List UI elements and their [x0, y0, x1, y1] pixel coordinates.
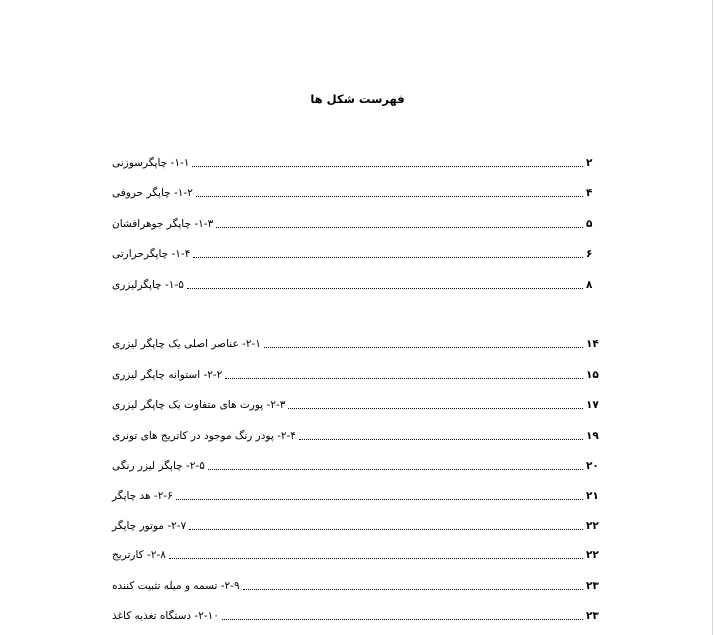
toc-dot-leader — [193, 257, 583, 258]
toc-dot-leader — [192, 166, 583, 167]
toc-entry-page: ۲۳ — [586, 610, 599, 622]
toc-entry-page: ۲۲ — [586, 520, 599, 532]
toc-entry-label: ۲-۹- تسمه و میله تثبیت کننده — [112, 580, 240, 592]
toc-entry — [110, 396, 600, 412]
toc-entry — [110, 457, 600, 473]
toc-entry-page: ۱۵ — [586, 369, 599, 381]
toc-entry-page: ۵ — [586, 218, 593, 230]
toc-entry — [110, 427, 600, 443]
toc-entry-label: ۲-۵- چاپگر لیزر رنگی — [112, 460, 205, 472]
toc-entry — [110, 366, 600, 382]
toc-dot-leader — [288, 408, 583, 409]
toc-entry — [110, 517, 600, 533]
toc-dot-leader — [216, 227, 583, 228]
toc-entry — [110, 335, 600, 351]
toc-entry — [110, 607, 600, 623]
toc-entry-page: ۲۳ — [586, 580, 599, 592]
toc-dot-leader — [169, 558, 583, 559]
toc-entry — [110, 546, 600, 562]
toc-dot-leader — [176, 499, 583, 500]
toc-entry-label: ۱-۳- چاپگر جوهرافشان — [112, 218, 214, 230]
toc-entry-page: ۲ — [586, 157, 593, 169]
toc-entry — [110, 215, 600, 231]
toc-entry-page: ۱۴ — [586, 338, 599, 350]
toc-entry-label: ۲-۲- استوانه چاپگر لیزری — [112, 369, 223, 381]
toc-entry-label: ۲-۳- پورت های متفاوت یک چاپگر لیزری — [112, 399, 286, 411]
toc-dot-leader — [189, 529, 583, 530]
toc-entry — [110, 276, 600, 292]
toc-entry-page: ۴ — [586, 187, 593, 199]
toc-entry-page: ۱۹ — [586, 430, 599, 442]
toc-entry-label: ۲-۸- کارتریج — [112, 549, 166, 561]
toc-entry-label: ۱-۵- چاپگرلیزری — [112, 279, 184, 291]
toc-dot-leader — [208, 469, 583, 470]
toc-entry-label: ۲-۱- عناصر اصلی یک چاپگر لیزری — [112, 338, 261, 350]
toc-dot-leader — [264, 347, 583, 348]
toc-entry-label: ۲-۷- موتور چاپگر — [112, 520, 187, 532]
toc-entry — [110, 184, 600, 200]
toc-entry-page: ۲۱ — [586, 490, 599, 502]
page-title: فهرست شکل ها — [310, 92, 405, 106]
toc-entry-label: ۲-۶- هد چاپگر — [112, 490, 173, 502]
toc-dot-leader — [222, 619, 583, 620]
toc-dot-leader — [299, 439, 583, 440]
toc-dot-leader — [243, 589, 583, 590]
toc-dot-leader — [187, 288, 583, 289]
toc-entry — [110, 154, 600, 170]
toc-dot-leader — [196, 196, 583, 197]
toc-entry-page: ۸ — [586, 279, 593, 291]
toc-dot-leader — [225, 378, 583, 379]
toc-entry-label: ۲-۱۰- دستگاه تغذیه کاغذ — [112, 610, 219, 622]
toc-entry-page: ۲۰ — [586, 460, 599, 472]
toc-entry-label: ۱-۱- چاپگرسوزنی — [112, 157, 190, 169]
toc-entry-page: ۱۷ — [586, 399, 599, 411]
toc-entry-label: ۱-۲- چاپگر حروفی — [112, 187, 193, 199]
toc-entry-page: ۶ — [586, 248, 593, 260]
toc-entry-page: ۲۲ — [586, 549, 599, 561]
toc-entry — [110, 245, 600, 261]
toc-entry-label: ۲-۴- پودر رنگ موجود در کاتریج های تونری — [112, 430, 296, 442]
toc-entry-label: ۱-۴- چاپگرحرارتی — [112, 248, 191, 260]
toc-entry — [110, 577, 600, 593]
toc-entry — [110, 487, 600, 503]
